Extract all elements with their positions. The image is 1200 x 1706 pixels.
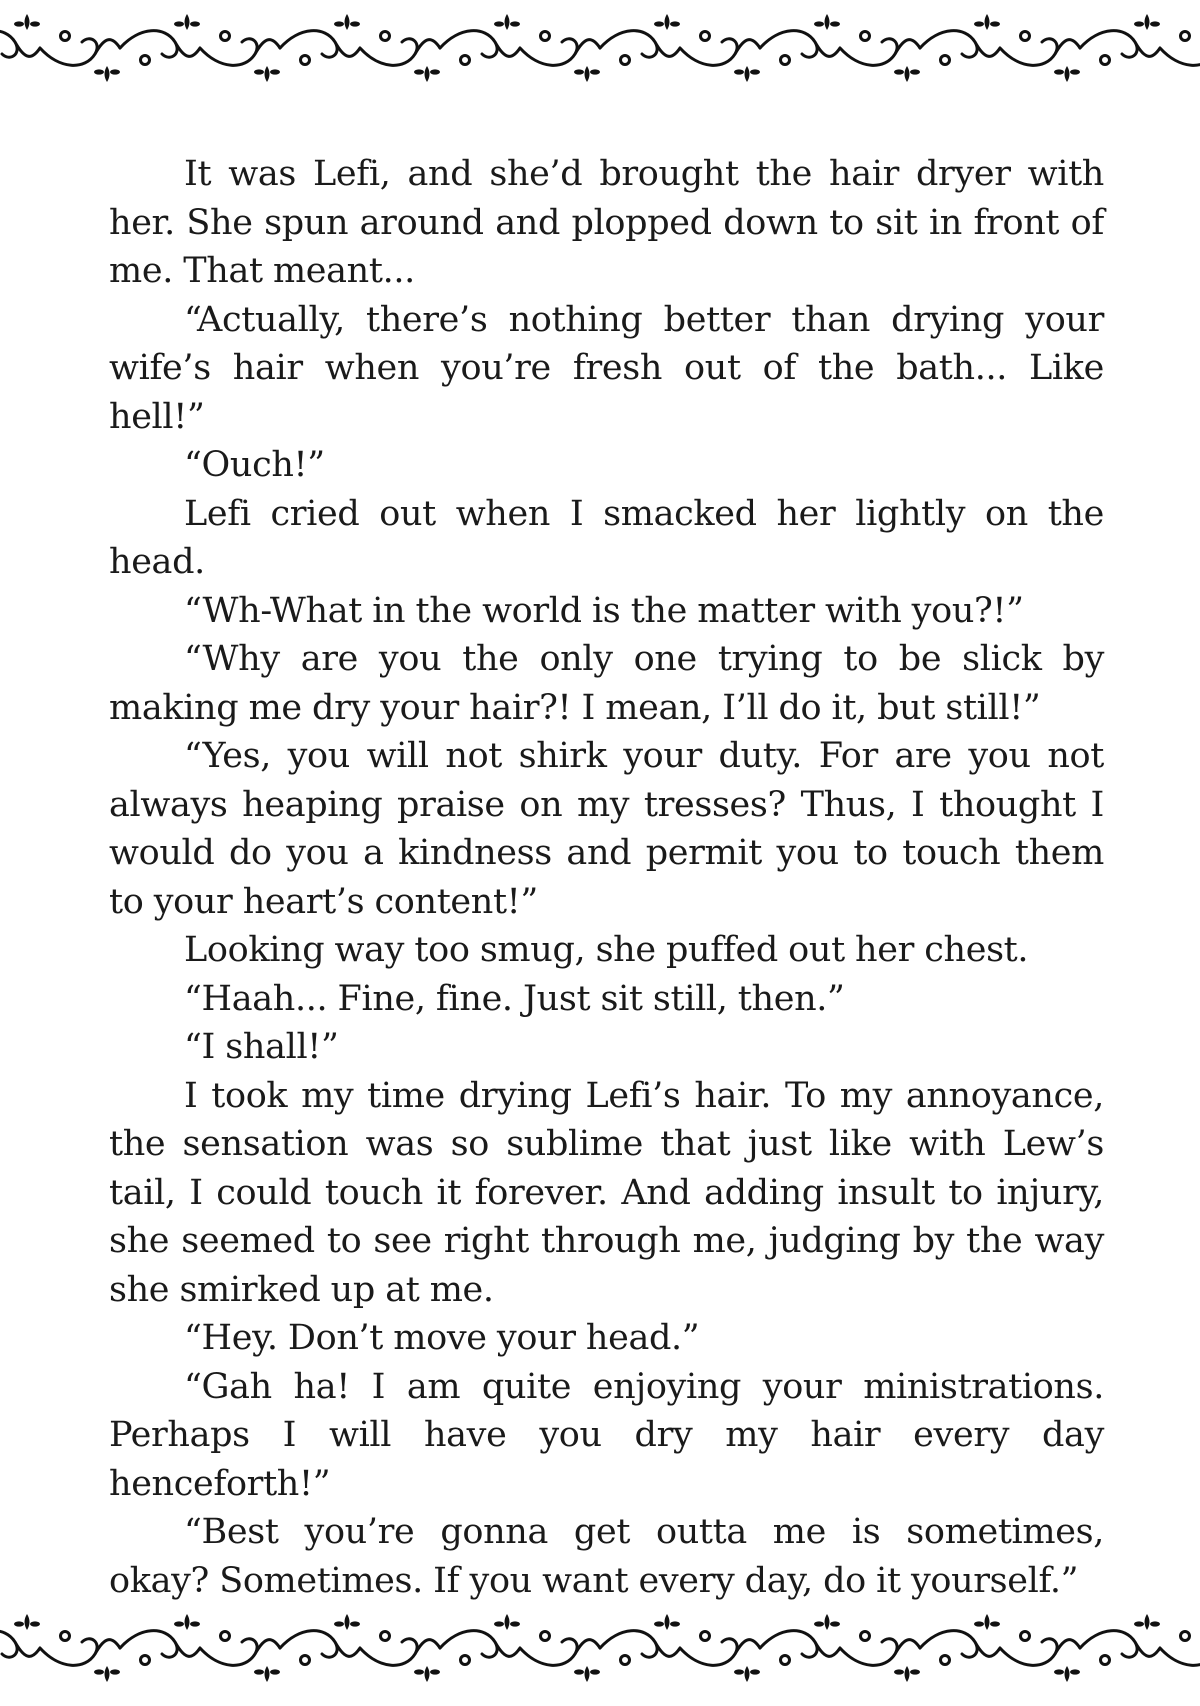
paragraph: “Wh-What in the world is the matter with you?!” xyxy=(184,590,1024,631)
paragraph: “Best you’re gonna get outta me is sometimes, okay? Sometimes. If you want every day, do it yourself.” xyxy=(109,1512,1104,1601)
paragraph: “Haah... Fine, fine. Just sit still, then.” xyxy=(184,978,845,1019)
paragraph: “Why are you the only one trying to be slick by making me dry your hair?! I mean, I’ll do it, but still!” xyxy=(109,639,1104,728)
paragraph: “I shall!” xyxy=(184,1027,339,1067)
ornamental-border-icon xyxy=(0,1608,1200,1688)
paragraph: I took my time drying Lefi’s hair. To my annoyance, the sensation was so sublime that just like with Lew’s tail, I could touch it forever. And adding insult to injury, she seemed to see right through me, judging by the way she smirked up at me. xyxy=(109,1075,1104,1310)
paragraph: Lefi cried out when I smacked her lightly on the head. xyxy=(109,493,1104,582)
paragraph: Looking way too smug, she puffed out her chest. xyxy=(184,930,1029,970)
paragraph: “Yes, you will not shirk your duty. For are you not always heaping praise on my tresses? Thus, I thought I would do you a kindness and permit you to touch them to your heart’s content!” xyxy=(109,736,1104,922)
paragraph: “Actually, there’s nothing better than drying your wife’s hair when you’re fresh out of the bath... Like hell!” xyxy=(109,299,1104,437)
paragraph: It was Lefi, and she’d brought the hair dryer with her. She spun around and plopped down to sit in front of me. That meant... xyxy=(109,154,1104,291)
page-body-text xyxy=(109,150,1104,1605)
ornamental-border-icon xyxy=(0,8,1200,88)
top-ornamental-border xyxy=(0,8,1200,88)
bottom-ornamental-border xyxy=(0,1608,1200,1688)
paragraph: “Hey. Don’t move your head.” xyxy=(184,1318,700,1358)
paragraph: “Gah ha! I am quite enjoying your ministrations. Perhaps I will have you dry my hair every day henceforth!” xyxy=(109,1366,1104,1504)
paragraph: “Ouch!” xyxy=(184,445,325,485)
